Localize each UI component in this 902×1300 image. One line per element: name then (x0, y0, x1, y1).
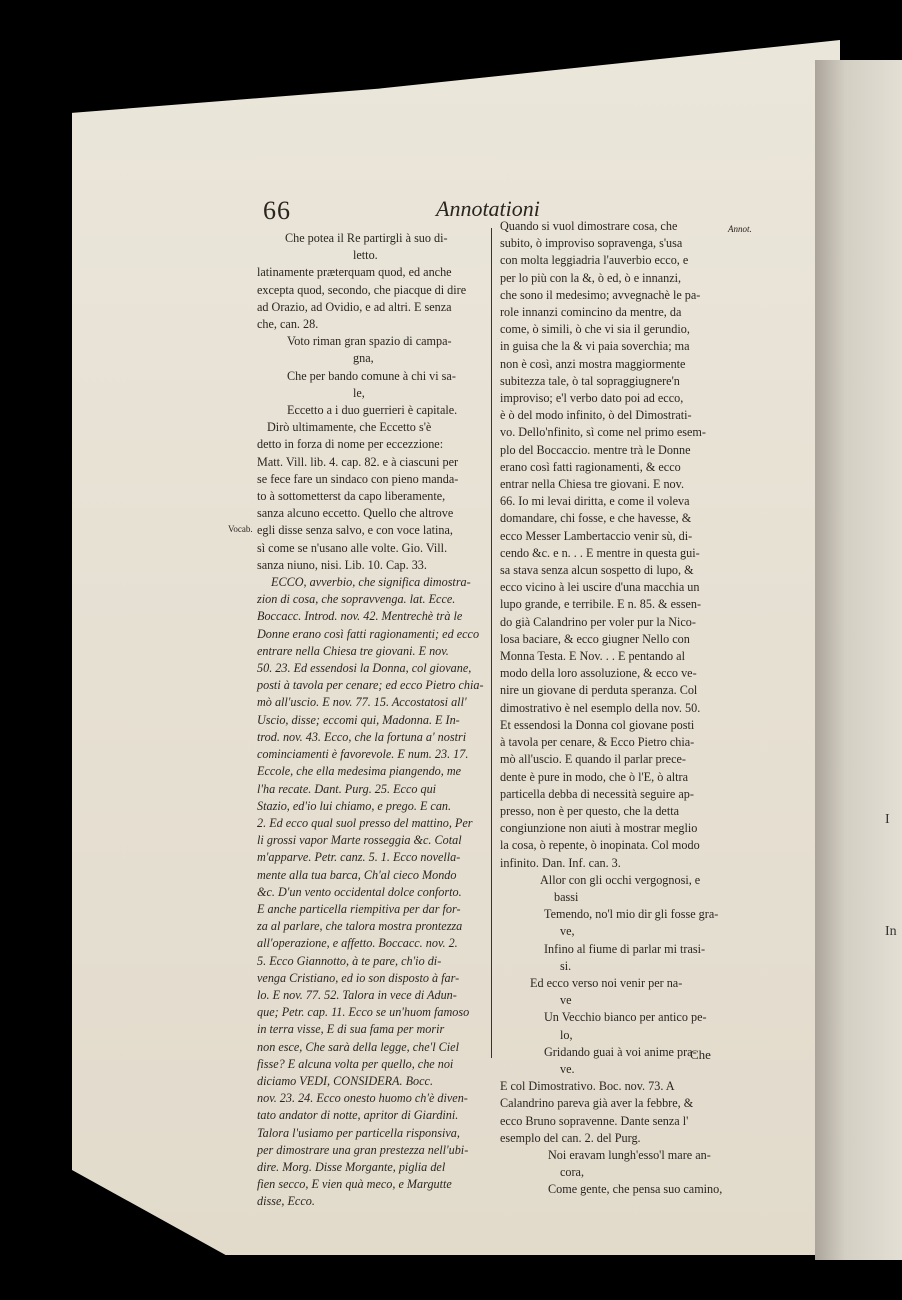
text-line: egli disse senza salvo, e con voce latina, (257, 523, 453, 538)
text-line: 2. Ed ecco qual suol presso del mattino, Per (257, 815, 473, 830)
text-line: 66. Io mi levai diritta, e come il voleva (500, 494, 690, 509)
text-line: bassi (554, 889, 579, 904)
text-line: Donne erano così fatti ragionamenti; ed ecco (257, 626, 480, 641)
text-line: m'apparve. Petr. canz. 5. 1. Ecco novella- (257, 850, 461, 865)
text-line: Temendo, no'l mio dir gli fosse gra- (544, 907, 719, 922)
text-line: Infino al fiume di parlar mi trasi- (544, 941, 706, 956)
text-line: &c. D'un vento occidental dolce conforto. (257, 884, 462, 899)
text-line: ad Orazio, ad Ovidio, e ad altri. E senza (257, 299, 452, 314)
text-line: ecco Messer Lambertaccio venir sù, di- (500, 528, 693, 543)
text-line: venga Cristiano, ed io son disposto à far- (257, 970, 460, 985)
text-line: Dirò ultimamente, che Eccetto s'è (267, 420, 432, 435)
text-line: cendo &c. e n. . . E mentre in questa gui- (500, 545, 700, 560)
text-line: esemplo del can. 2. del Purg. (500, 1130, 641, 1145)
text-line: nire un giovane di perduta speranza. Col (500, 683, 698, 698)
facing-page-fragment: I (885, 812, 890, 827)
text-line: entrare nella Chiesa tre giovani. E nov. (257, 643, 449, 658)
text-line: con molta leggiadria l'auverbio ecco, e (500, 253, 689, 268)
text-line: cora, (560, 1165, 585, 1180)
text-line: sanza niuno, nisi. Lib. 10. Cap. 33. (257, 557, 427, 572)
text-line: Eccetto a i duo guerrieri è capitale. (287, 403, 458, 418)
text-line: Che potea il Re partirgli à suo di- (285, 231, 448, 245)
text-line: Voto riman gran spazio di campa- (287, 334, 452, 349)
text-line: congiunzione non aiuti à mostrar meglio (500, 821, 698, 836)
margin-note-right: Annot. (728, 224, 752, 234)
text-line: per dimostrare una gran prestezza nell'ubi- (257, 1142, 469, 1157)
text-line: lo, (560, 1027, 573, 1042)
text-line: ecco Bruno sopravenne. Dante senza l' (500, 1113, 689, 1128)
text-line: za al parlare, che talora mostra prontezza (257, 919, 463, 934)
text-line: li grossi vapor Marte rosseggia &c. Cotal (257, 833, 462, 848)
text-line: domandare, chi fosse, e che havesse, & (500, 511, 692, 526)
text-line: que; Petr. cap. 11. Ecco se un'huom famoso (257, 1005, 470, 1020)
text-line: vo. Dello'nfinito, sì come nel primo esem- (500, 425, 706, 440)
text-line: Monna Testa. E Nov. . . E pentando al (500, 649, 685, 664)
text-line: Et essendosi la Donna col giovane posti (500, 717, 695, 732)
text-line: Quando si vuol dimostrare cosa, che (500, 219, 678, 233)
text-line: sa stava senza alcun sospetto di lupo, & (500, 563, 694, 578)
text-line: in guisa che la & vi paia soverchia; ma (500, 339, 690, 354)
text-line: all'operazione, e affetto. Boccacc. nov. 2. (257, 936, 458, 951)
text-line: in terra visse, E di sua fama per morir (257, 1022, 445, 1037)
text-line: particella debba di necessità seguire ap- (500, 786, 694, 801)
text-line: 50. 23. Ed essendosi la Donna, col giovane, (257, 661, 472, 676)
text-line: non è così, anzi mostra maggiormente (500, 356, 686, 371)
text-line: si. (560, 958, 572, 973)
margin-note-left: Vocab. (228, 524, 253, 534)
facing-page-edge (815, 60, 902, 1260)
catchword: Che (690, 1047, 711, 1062)
text-line: la cosa, ò repente, ò inopinata. Col modo (500, 838, 700, 853)
text-line: cominciamenti è favorevole. E num. 23. 17. (257, 747, 469, 762)
text-line: subito, ò improviso sopravenga, s'usa (500, 236, 683, 251)
text-line: Ed ecco verso noi venir per na- (530, 975, 683, 990)
text-line: è ò del modo infinito, ò del Dimostrati- (500, 408, 692, 423)
text-line: latinamente præterquam quod, ed anche (257, 265, 452, 280)
text-line: trod. nov. 43. Ecco, che la fortuna a' nostri (257, 729, 467, 744)
text-line: fien secco, E vien quà meco, e Margutte (257, 1177, 452, 1192)
facing-page-fragment: In (885, 924, 897, 939)
left-column (257, 230, 487, 1211)
text-line: Noi eravam lungh'esso'l mare an- (548, 1147, 711, 1162)
text-line: Talora l'usiamo per particella risponsiva, (257, 1125, 460, 1140)
text-line: E col Dimostrativo. Boc. nov. 73. A (500, 1079, 675, 1094)
text-line: Uscio, disse; eccomi qui, Madonna. E In- (257, 712, 460, 727)
text-line: mò all'uscio. E quando il parlar prece- (500, 752, 686, 767)
text-line: che, can. 28. (257, 317, 319, 332)
text-line: Calandrino pareva già aver la febbre, & (500, 1096, 694, 1111)
text-line: Gridando guai à voi anime pra- (544, 1044, 697, 1059)
text-line: 5. Ecco Giannotto, à te pare, ch'io di- (257, 953, 442, 968)
text-line: mente alla tua barca, Ch'al cieco Mondo (257, 867, 457, 882)
text-line: Allor con gli occhi vergognosi, e (540, 872, 701, 887)
running-head: Annotationi (436, 196, 540, 221)
text-line: tato andator di notte, apritor di Giardini. (257, 1108, 459, 1123)
text-line: E anche particella riempitiva per dar for- (257, 901, 461, 916)
text-line: Un Vecchio bianco per antico pe- (544, 1010, 707, 1025)
text-line: plo del Boccaccio. mentre trà le Donne (500, 442, 691, 457)
text-line: ve. (560, 1061, 575, 1076)
text-line: non esce, Che sarà della legge, che'l Ciel (257, 1039, 459, 1054)
text-line: excepta quod, secondo, che piacque di dire (257, 282, 467, 297)
text-line: lupo grande, e terribile. E n. 85. & essen- (500, 597, 702, 612)
text-line: posti à tavola per cenare; ed ecco Pietro chia- (257, 678, 484, 693)
text-line: entrar nella Chiesa tre giovani. E nov. (500, 477, 684, 492)
text-line: dimostrativo è nel esemplo della nov. 50. (500, 700, 701, 715)
text-line: fisse? E alcuna volta per quello, che noi (257, 1056, 454, 1071)
text-line: l'ha recate. Dant. Purg. 25. Ecco qui (257, 781, 437, 796)
text-line: infinito. Dan. Inf. can. 3. (500, 855, 621, 870)
text-line: come, ò simili, ò che vi sia il gerundio, (500, 322, 690, 337)
text-line: à tavola per cenare, & Ecco Pietro chia- (500, 735, 695, 750)
text-line: per lo più con la &, ò ed, ò e innanzi, (500, 270, 682, 285)
text-line: subitezza tale, ò tal sopraggiugnere'n (500, 373, 680, 388)
text-line: diciamo VEDI, CONSIDERA. Bocc. (257, 1073, 433, 1088)
text-line: ve (560, 993, 572, 1008)
text-line: Eccole, che ella medesima piangendo, me (257, 764, 462, 779)
text-line: se fece fare un sindaco con pieno manda- (257, 471, 459, 486)
text-line: disse, Ecco. (257, 1194, 315, 1209)
column-rule (491, 228, 492, 1058)
text-line: sì come se n'usano alle volte. Gio. Vill. (257, 540, 448, 555)
text-line: sanza alcuno eccetto. Quello che altrove (257, 506, 454, 521)
text-line: presso, non è per questo, che la detta (500, 803, 680, 818)
text-line: improviso; e'l verbo dato poi ad ecco, (500, 391, 684, 406)
text-line: role innanzi comincino da mentre, da (500, 305, 682, 320)
text-line: che sono il medesimo; avvegnachè le pa- (500, 287, 701, 302)
text-line: letto. (353, 248, 378, 263)
text-line: zion di cosa, che sopravvenga. lat. Ecce. (257, 592, 456, 607)
text-line: ECCO, avverbio, che significa dimostra- (271, 575, 471, 590)
text-line: dire. Morg. Disse Morgante, piglia del (257, 1159, 446, 1174)
text-line: gna, (353, 351, 374, 366)
text-line: mò all'uscio. E nov. 77. 15. Accostatosi all' (257, 695, 467, 710)
text-line: modo della loro assoluzione, & ecco ve- (500, 666, 697, 681)
page-number: 66 (263, 196, 291, 225)
text-line: losa baciare, & ecco giugner Nello con (500, 631, 690, 646)
text-line: ve, (560, 924, 575, 939)
text-line: Che per bando comune à chi vi sa- (287, 368, 456, 383)
text-line: Come gente, che pensa suo camino, (548, 1182, 723, 1197)
text-line: Stazio, ed'io lui chiamo, e prego. E can. (257, 798, 452, 813)
text-line: ecco vicino à lei uscire d'una macchia un (500, 580, 700, 595)
text-line: to à sottometterst da capo liberamente, (257, 489, 446, 504)
text-line: Matt. Vill. lib. 4. cap. 82. e à ciascuni per (257, 454, 459, 469)
text-line: lo. E nov. 77. 52. Talora in vece di Adun- (257, 987, 457, 1002)
text-line: detto in forza di nome per eccezzione: (257, 437, 444, 452)
text-line: nov. 23. 24. Ecco onesto huomo ch'è diven- (257, 1091, 468, 1106)
text-line: le, (353, 385, 365, 400)
text-line: erano così fatti ragionamenti, & ecco (500, 459, 681, 474)
text-line: dente è pure in modo, che ò l'E, ò altra (500, 769, 688, 784)
text-line: do già Calandrino per voler pur la Nico- (500, 614, 696, 629)
text-line: Boccacc. Introd. nov. 42. Mentrechè trà le (257, 609, 463, 624)
